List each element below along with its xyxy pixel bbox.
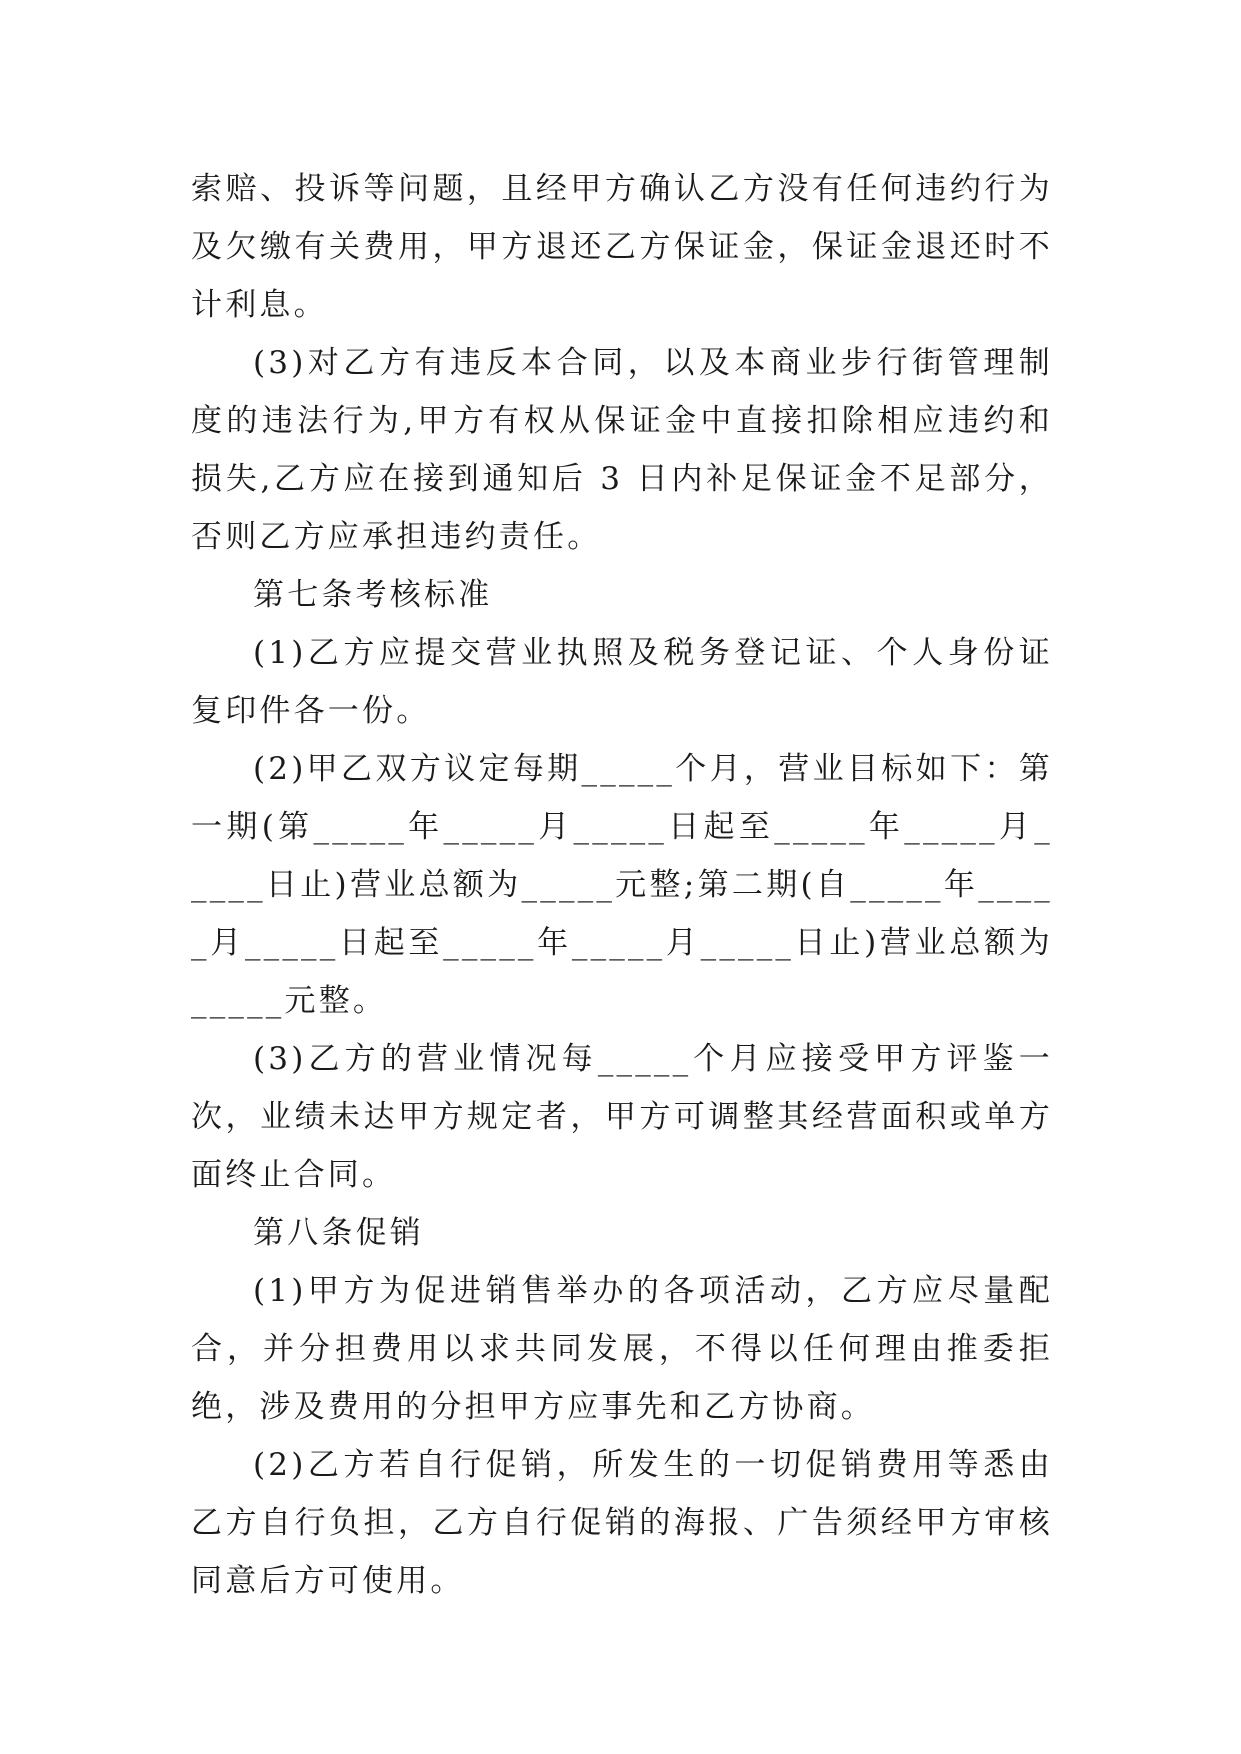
paragraph-clause-7-3: (3)乙方的营业情况每_____个月应接受甲方评鉴一次，业绩未达甲方规定者，甲方可调整其经营面积或单方面终止合同。 <box>191 1041 1053 1193</box>
document-body <box>191 160 1053 1610</box>
heading-article-8: 第八条促销 <box>253 1215 424 1251</box>
paragraph-clause-7-1: (1)乙方应提交营业执照及税务登记证、个人身份证复印件各一份。 <box>191 635 1053 729</box>
heading-article-7: 第七条考核标准 <box>253 577 493 613</box>
paragraph-clause-8-1: (1)甲方为促进销售举办的各项活动，乙方应尽量配合，并分担费用以求共同发展，不得以任何理由推委拒绝，涉及费用的分担甲方应事先和乙方协商。 <box>191 1273 1053 1425</box>
paragraph-continuation: 索赔、投诉等问题，且经甲方确认乙方没有任何违约行为及欠缴有关费用，甲方退还乙方保证金，保证金退还时不计利息。 <box>191 171 1053 323</box>
paragraph-clause-6-3: (3)对乙方有违反本合同，以及本商业步行街管理制度的违法行为,甲方有权从保证金中直接扣除相应违约和损失,乙方应在接到通知后 3 日内补足保证金不足部分，否则乙方应承担违约责任。 <box>191 345 1053 555</box>
paragraph-clause-8-2: (2)乙方若自行促销，所发生的一切促销费用等悉由乙方自行负担，乙方自行促销的海报、广告须经甲方审核同意后方可使用。 <box>191 1447 1053 1599</box>
paragraph-clause-7-2: (2)甲乙双方议定每期_____个月，营业目标如下：第一期(第_____年_____月_____日起至_____年_____月_____日止)营业总额为_____元整;第二期(自_____年_____月_____日起至_____年_____月_____日止)营业总额为_____元整。 <box>191 751 1053 1019</box>
